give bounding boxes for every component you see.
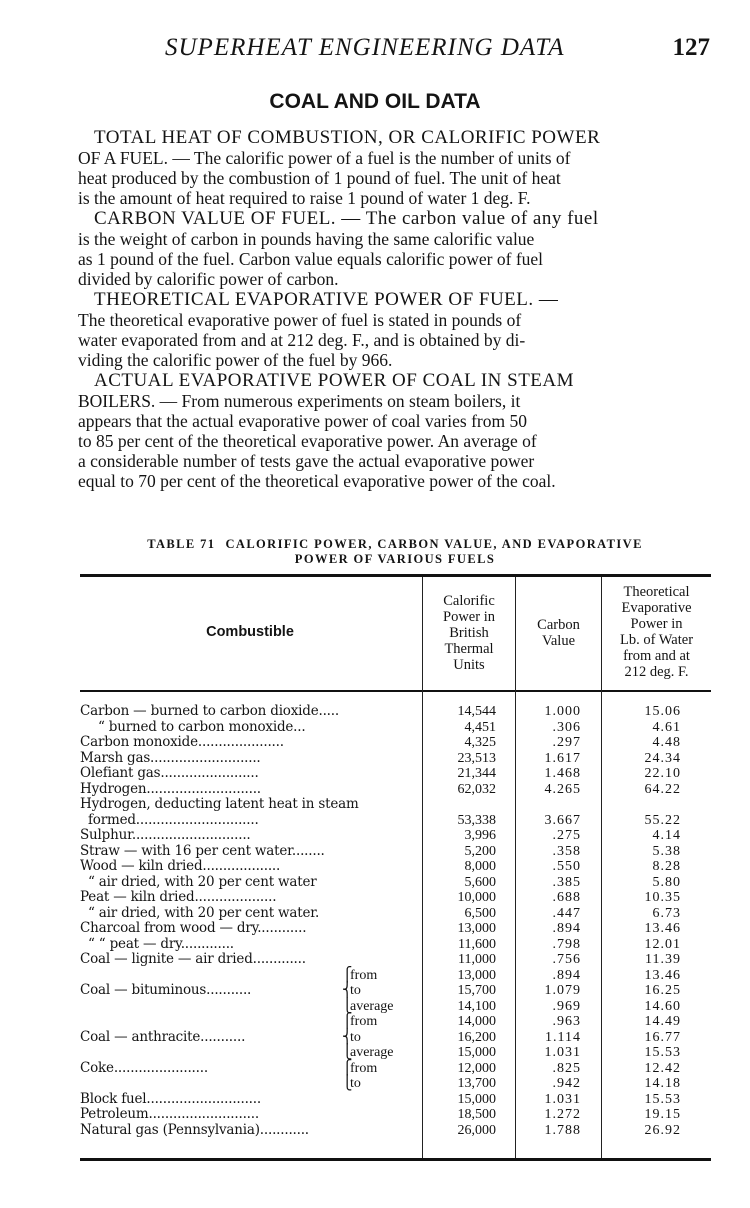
paragraph-line: viding the calorific power of the fuel by 966. [78, 350, 393, 370]
row-carbon: .358 [552, 843, 581, 859]
table-row [80, 1061, 711, 1077]
header-line: Power in [630, 616, 683, 632]
row-evaporative: 16.25 [644, 983, 681, 998]
table-row [80, 1076, 711, 1092]
table-row [80, 720, 711, 736]
table-row [80, 1030, 711, 1046]
brace-bottom: ⎩ [342, 1045, 353, 1060]
table-row [80, 828, 711, 844]
row-evaporative: 22.10 [644, 766, 681, 781]
row-evaporative: 14.49 [644, 1014, 681, 1029]
row-combustible: “ “ peat — dry............. [88, 936, 234, 952]
table-row [80, 859, 711, 875]
row-carbon: .894 [552, 967, 581, 983]
row-combustible: Petroleum........................... [80, 1107, 259, 1122]
paragraph-line: heat produced by the combustion of 1 pound of fuel. The unit of heat [78, 168, 561, 188]
row-calorific: 10,000 [457, 890, 496, 905]
row-evaporative: 55.22 [644, 812, 681, 828]
paragraph-heading: THEORETICAL EVAPORATIVE POWER OF FUEL. — [94, 289, 559, 310]
row-carbon: 1.468 [544, 766, 581, 781]
row-carbon: .550 [552, 859, 581, 874]
row-carbon: 1.617 [544, 750, 581, 766]
row-calorific: 15,700 [457, 983, 496, 998]
body-text [78, 127, 708, 491]
header-line: Units [453, 657, 485, 673]
table-row [80, 890, 711, 906]
table-row [80, 875, 711, 891]
row-combustible: Charcoal from wood — dry............ [80, 921, 307, 936]
row-evaporative: 24.34 [644, 750, 681, 766]
table-row [80, 999, 711, 1015]
table-row [80, 1123, 711, 1139]
row-calorific: 62,032 [457, 781, 496, 797]
caption-label: TABLE 71 [147, 537, 216, 551]
paragraph-heading: CARBON VALUE OF FUEL. — The carbon value of any fuel [94, 208, 599, 229]
paragraph-carbon-value [78, 208, 708, 289]
row-combustible: Coke....................... [80, 1060, 208, 1076]
row-combustible: Block fuel............................ [80, 1091, 261, 1107]
table-caption [80, 537, 710, 567]
row-carbon: .942 [552, 1076, 581, 1091]
brace-bottom: ⎩ [342, 1076, 353, 1091]
row-evaporative: 15.53 [644, 1045, 681, 1060]
row-calorific: 8,000 [464, 859, 496, 874]
row-carbon: .798 [552, 936, 581, 952]
paragraph-theoretical-evaporative [78, 289, 708, 370]
row-carbon: 1.000 [544, 704, 581, 719]
page-number: 127 [672, 34, 710, 61]
paragraph-line: divided by calorific power of carbon. [78, 269, 339, 289]
row-calorific: 4,325 [464, 735, 496, 750]
table-row [80, 1107, 711, 1123]
row-carbon: .825 [552, 1060, 581, 1076]
caption-line-2: POWER OF VARIOUS FUELS [294, 552, 496, 566]
row-carbon: .275 [552, 828, 581, 843]
caption-line-1 [80, 537, 710, 552]
row-range: from [350, 967, 378, 983]
row-evaporative: 6.73 [652, 905, 681, 921]
caption-title: CALORIFIC POWER, CARBON VALUE, AND EVAPORATIVE [225, 537, 643, 551]
paragraph-line: a considerable number of tests gave the actual evaporative power [78, 451, 535, 471]
row-combustible: Coal — anthracite........... [80, 1029, 246, 1045]
row-combustible: Olefiant gas........................ [80, 766, 259, 781]
row-calorific: 5,200 [464, 843, 496, 859]
row-carbon: 4.265 [544, 781, 581, 797]
brace-top: ⎧ [342, 1060, 353, 1076]
paragraph-line: to 85 per cent of the theoretical evaporative power. An average of [78, 431, 537, 451]
brace-bottom: ⎩ [342, 998, 353, 1014]
row-carbon: .963 [552, 1014, 581, 1029]
table-row [80, 921, 711, 937]
table-top-rule [80, 574, 711, 577]
table-row [80, 983, 711, 999]
row-combustible: Carbon monoxide..................... [80, 735, 284, 750]
table-row [80, 1092, 711, 1108]
running-head: SUPERHEAT ENGINEERING DATA [165, 34, 565, 61]
row-combustible: “ burned to carbon monoxide... [98, 719, 306, 735]
row-evaporative: 14.60 [644, 998, 681, 1014]
paragraph-line: water evaporated from and at 212 deg. F., and is obtained by di- [78, 330, 526, 350]
row-combustible: Sulphur............................. [80, 828, 251, 843]
row-evaporative: 11.39 [645, 952, 681, 967]
paragraph-line: The theoretical evaporative power of fuel is stated in pounds of [78, 310, 522, 330]
row-calorific: 16,200 [457, 1029, 496, 1045]
row-carbon: 1.272 [544, 1107, 581, 1122]
row-range: average [350, 998, 394, 1014]
row-combustible: “ air dried, with 20 per cent water. [88, 905, 320, 921]
row-calorific: 15,000 [457, 1045, 496, 1060]
row-combustible: Carbon — burned to carbon dioxide..... [80, 704, 339, 719]
row-evaporative: 14.18 [644, 1076, 681, 1091]
paragraph-line: appears that the actual evaporative power of coal varies from 50 [78, 411, 527, 431]
row-calorific: 13,700 [457, 1076, 496, 1091]
row-calorific: 18,500 [457, 1107, 496, 1122]
row-evaporative: 4.14 [652, 828, 681, 843]
row-carbon: .447 [552, 905, 581, 921]
row-evaporative: 19.15 [644, 1107, 681, 1122]
row-calorific: 21,344 [457, 766, 496, 781]
paragraph-heading: TOTAL HEAT OF COMBUSTION, OR CALORIFIC POWER [94, 127, 601, 148]
header-line: Carbon [537, 617, 580, 633]
row-evaporative: 15.53 [644, 1091, 681, 1107]
row-calorific: 11,600 [458, 936, 496, 952]
header-line: Power in [443, 609, 495, 625]
row-carbon: .969 [552, 998, 581, 1014]
row-carbon: .306 [552, 719, 581, 735]
header-calorific [423, 593, 515, 673]
row-combustible: Straw — with 16 per cent water........ [80, 843, 325, 859]
section-title: COAL AND OIL DATA [269, 90, 481, 113]
header-line: Thermal [444, 641, 494, 657]
paragraph-line: BOILERS. — From numerous experiments on steam boilers, it [78, 391, 521, 411]
row-calorific: 15,000 [457, 1091, 496, 1107]
row-combustible: Hydrogen............................ [80, 781, 261, 797]
table-header-rule [80, 690, 711, 692]
paragraph-line: is the amount of heat required to raise 1 pound of water 1 deg. F. [78, 188, 531, 208]
header-combustible: Combustible [206, 624, 294, 640]
row-range: to [350, 1076, 361, 1091]
row-calorific: 12,000 [457, 1060, 496, 1076]
row-evaporative: 16.77 [644, 1029, 681, 1045]
row-evaporative: 4.61 [652, 719, 681, 735]
table-row [80, 952, 711, 968]
header-line: from and at [623, 648, 690, 664]
table-row [80, 797, 711, 813]
row-evaporative: 12.42 [644, 1060, 681, 1076]
row-range: to [350, 983, 361, 998]
header-carbon [516, 617, 601, 649]
row-combustible: Marsh gas........................... [80, 750, 261, 766]
row-carbon: .894 [552, 921, 581, 936]
row-evaporative: 13.46 [644, 921, 681, 936]
row-combustible: Hydrogen, deducting latent heat in steam [80, 797, 359, 812]
row-carbon: .688 [552, 890, 581, 905]
header-line: Theoretical [623, 584, 690, 600]
row-calorific: 13,000 [457, 967, 496, 983]
row-calorific: 14,544 [457, 704, 496, 719]
row-carbon: 1.031 [544, 1045, 581, 1060]
table-row [80, 906, 711, 922]
row-carbon: 1.079 [544, 983, 581, 998]
header-line: British [449, 625, 489, 641]
row-calorific: 14,000 [457, 1014, 496, 1029]
table-body [80, 704, 711, 1138]
row-calorific: 13,000 [457, 921, 496, 936]
header-line: Lb. of Water [619, 632, 694, 648]
row-carbon: .385 [552, 874, 581, 890]
table-row [80, 1045, 711, 1061]
header-line: 212 deg. F. [624, 664, 689, 680]
row-evaporative: 64.22 [644, 781, 681, 797]
brace-middle: ⎨ [342, 1029, 353, 1045]
header-evaporative [602, 584, 711, 680]
header-line: Evaporative [621, 600, 692, 616]
row-combustible: Coal — lignite — air dried............. [80, 952, 306, 967]
row-carbon: 3.667 [544, 812, 581, 828]
table-row [80, 937, 711, 953]
paragraph-heading: ACTUAL EVAPORATIVE POWER OF COAL IN STEAM [94, 370, 575, 391]
paragraph-line: equal to 70 per cent of the theoretical evaporative power of the coal. [78, 471, 556, 491]
table-row [80, 766, 711, 782]
row-calorific: 53,338 [457, 812, 496, 828]
row-evaporative: 8.28 [652, 859, 681, 874]
table-row [80, 1014, 711, 1030]
paragraph-line: as 1 pound of the fuel. Carbon value equals calorific power of fuel [78, 249, 544, 269]
header-line: Value [541, 633, 575, 649]
row-evaporative: 5.80 [652, 874, 681, 890]
row-combustible: Coal — bituminous........... [80, 983, 252, 998]
paragraph-total-heat [78, 127, 708, 208]
row-evaporative: 10.35 [644, 890, 681, 905]
row-evaporative: 5.38 [652, 843, 681, 859]
brace-top: ⎧ [342, 1014, 353, 1029]
row-calorific: 6,500 [464, 905, 496, 921]
row-carbon: .297 [552, 735, 581, 750]
row-combustible: Wood — kiln dried................... [80, 859, 281, 874]
row-range: average [350, 1045, 394, 1060]
row-carbon: .756 [552, 952, 581, 967]
row-evaporative: 26.92 [644, 1122, 681, 1138]
row-calorific: 14,100 [457, 998, 496, 1014]
row-evaporative: 12.01 [644, 936, 681, 952]
row-range: to [350, 1029, 361, 1045]
page-header [165, 34, 710, 70]
row-calorific: 11,000 [458, 952, 496, 967]
table-row [80, 751, 711, 767]
table-row [80, 704, 711, 720]
row-range: from [350, 1060, 378, 1076]
header-line: Calorific [443, 593, 495, 609]
paragraph-line: OF A FUEL. — The calorific power of a fuel is the number of units of [78, 148, 571, 168]
row-combustible: Peat — kiln dried.................... [80, 890, 277, 905]
row-range: from [350, 1014, 378, 1029]
row-evaporative: 13.46 [644, 967, 681, 983]
table-row [80, 735, 711, 751]
row-carbon: 1.114 [545, 1029, 581, 1045]
brace-middle: ⎨ [342, 983, 353, 998]
row-carbon: 1.031 [544, 1091, 581, 1107]
row-combustible: Natural gas (Pennsylvania)............ [80, 1122, 309, 1138]
table-bottom-rule [80, 1158, 711, 1161]
fuel-table [80, 574, 711, 1206]
row-evaporative: 15.06 [644, 704, 681, 719]
row-combustible: formed.............................. [88, 812, 259, 828]
brace-top: ⎧ [342, 967, 353, 983]
row-evaporative: 4.48 [652, 735, 681, 750]
paragraph-line: is the weight of carbon in pounds having the same calorific value [78, 229, 535, 249]
row-calorific: 5,600 [464, 874, 496, 890]
table-row [80, 844, 711, 860]
table-row [80, 813, 711, 829]
table-row [80, 968, 711, 984]
paragraph-actual-evaporative [78, 370, 708, 491]
row-calorific: 4,451 [464, 719, 496, 735]
row-calorific: 26,000 [457, 1122, 496, 1138]
row-carbon: 1.788 [544, 1122, 581, 1138]
row-combustible: “ air dried, with 20 per cent water [88, 874, 317, 890]
row-calorific: 23,513 [457, 750, 496, 766]
row-calorific: 3,996 [464, 828, 496, 843]
table-row [80, 782, 711, 798]
